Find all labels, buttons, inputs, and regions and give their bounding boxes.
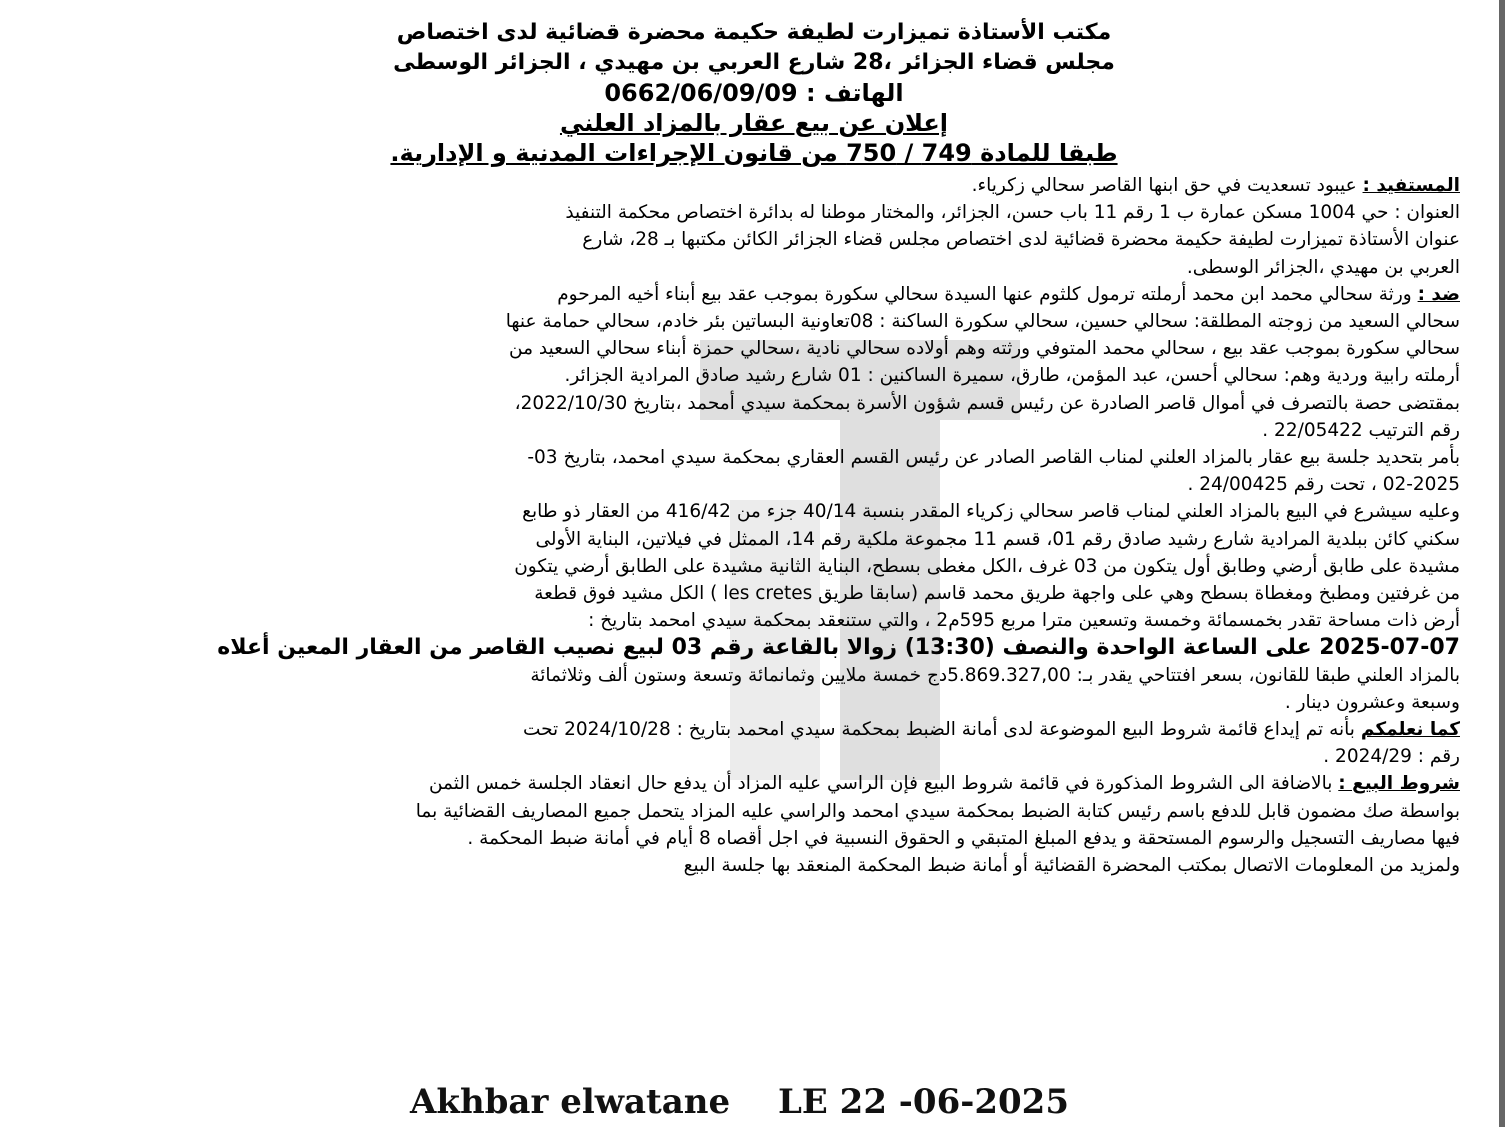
sale-line-4: من غرفتين ومطبخ ومغطاة بسطح وهي على واجهة طريق محمد قاسم (سابقا طريق les cretes ) الكل مشيد فوق قطعة: [534, 583, 1460, 605]
address-line: [48, 199, 1460, 226]
legal-notice: [48, 18, 1460, 1090]
against-line-4: أرملته رابية وردية وهم: سحالي أحسن، عبد المؤمن، طارق، سميرة الساكنين : 01 شارع رشيد صادق المرادية الجزائر.: [564, 365, 1460, 387]
against-line-1: ضد : ورثة سحالي محمد ابن محمد أرملته ترمول كلثوم عنها السيدة سحالي سكورة بموجب عقد بيع أبناء أخيه المرحوم: [557, 283, 1460, 305]
sale-line-1: وعليه سيشرع في البيع بالمزاد العلني لمناب قاصر سحالي زكرياء المقدر بنسبة 40/14 جزء من 416/42 من العقار ذو طابع: [522, 501, 1460, 523]
beneficiary-label: المستفيد :: [1362, 175, 1460, 196]
against-label: ضد :: [1417, 283, 1460, 305]
price-line-1: بالمزاد العلني طبقا للقانون، بسعر افتتاحي يقدر بـ: 5.869.327,00دج خمسة ملايين وثمانمائة وتسعة وستون ألف وثلاثمائة: [530, 664, 1460, 686]
address-value: حي 1004 مسكن عمارة ب 1 رقم 11 باب حسن، الجزائر، والمختار موطنا له بدائرة اختصاص محكمة التنفيذ: [565, 202, 1389, 224]
beneficiary-line: [48, 172, 1460, 199]
office-address: مجلس قضاء الجزائر ،28 شارع العربي بن مهيدي ، الجزائر الوسطى: [393, 50, 1115, 75]
address-label: العنوان :: [1394, 202, 1460, 224]
deposit-label: كما نعلمكم: [1360, 719, 1460, 741]
notice-title: إعلان عن بيع عقار بالمزاد العلني: [559, 109, 949, 137]
deposit-line-1: كما نعلمكم بأنه تم إيداع قائمة شروط البيع الموضوعة لدى أمانة الضبط بمحكمة سيدي امحمد بتاريخ : 2024/10/28 تحت: [522, 719, 1460, 741]
office-name: مكتب الأستاذة تميزارت لطيفة حكيمة محضرة قضائية لدى اختصاص: [396, 20, 1112, 45]
notice-header: [48, 18, 1460, 168]
terms-line-3: فيها مصاريف التسجيل والرسوم المستحقة و يدفع المبلغ المتبقي و الحقوق النسبية في اجل أقصاه 8 أيام في أمانة ضبط المحكمة .: [467, 827, 1460, 849]
order-line-3: بأمر بتحديد جلسة بيع عقار بالمزاد العلني لمناب القاصر الصادر عن رئيس القسم العقاري بمحكمة سيدي امحمد، بتاريخ 03-: [527, 447, 1460, 469]
office-phone: الهاتف : 0662/06/09/09: [604, 79, 904, 107]
legal-basis: طبقا للمادة 749 / 750 من قانون الإجراءات المدنية و الإدارية.: [390, 139, 1118, 167]
office-line-2: العربي بن مهيدي ،الجزائر الوسطى.: [1186, 256, 1460, 278]
sale-line-3: مشيدة على طابق أرضي وطابق أول يتكون من 03 غرف ،الكل مغطى بسطح، البناية الثانية مشيدة على الطابق أرضي يتكون: [514, 555, 1460, 577]
session-line: 2025-07-07 على الساعة الواحدة والنصف (13:30) زوالا بالقاعة رقم 03 لبيع نصيب القاصر من العقار المعين أعلاه: [217, 635, 1460, 661]
publication-date: LE 22 -06-2025: [778, 1082, 1069, 1122]
scan-edge: [1499, 0, 1505, 1127]
order-line-2: رقم الترتيب 22/05422 .: [1262, 419, 1460, 441]
beneficiary-value: عيبود تسعديت في حق ابنها القاصر سحالي زكرياء.: [971, 175, 1357, 196]
deposit-line-2: رقم : 2024/29 .: [1323, 746, 1460, 768]
sale-line-5: أرض ذات مساحة تقدر بخمسمائة وخمسة وتسعين مترا مربع 595م2 ، والتي ستنعقد بمحكمة سيدي امحمد بتاريخ :: [588, 610, 1460, 632]
office-line-1: عنوان الأستاذة تميزارت لطيفة حكيمة محضرة قضائية لدى اختصاص مجلس قضاء الجزائر الكائن مكتبها بـ 28، شارع: [582, 229, 1460, 251]
newspaper-name: Akhbar elwatane: [410, 1082, 731, 1122]
against-line-3: سحالي سكورة بموجب عقد بيع ، سحالي محمد المتوفي ورثته وهم أولاده سحالي نادية ،سحالي حمزة أبناء سحالي السعيد من: [509, 338, 1460, 360]
notice-body: [48, 172, 1460, 879]
terms-line-1: شروط البيع : بالاضافة الى الشروط المذكورة في قائمة شروط البيع فإن الراسي عليه المزاد أن يدفع حال انعقاد الجلسة خمس الثمن: [428, 773, 1460, 795]
sale-line-2: سكني كائن ببلدية المرادية شارع رشيد صادق رقم 01، قسم 11 مجموعة ملكية رقم 14، الممثل في فيلاتين، البناية الأولى: [535, 528, 1460, 550]
terms-label: شروط البيع :: [1338, 773, 1460, 795]
against-line-2: سحالي السعيد من زوجته المطلقة: سحالي حسين، سحالي سكورة الساكنة : 08تعاونية البساتين بئر خادم، سحالي حمامة عنها: [505, 311, 1460, 333]
terms-line-2: بواسطة صك مضمون قابل للدفع باسم رئيس كتابة الضبط بمحكمة سيدي امحمد والراسي عليه المزاد يتحمل جميع المصاريف القضائية بما: [415, 800, 1460, 822]
order-line-4: 02-2025 ، تحت رقم 24/00425 .: [1187, 474, 1460, 496]
newspaper-footer: [0, 1082, 1505, 1126]
contact-line: ولمزيد من المعلومات الاتصال بمكتب المحضرة القضائية أو أمانة ضبط المحكمة المنعقد بها جلسة البيع: [683, 855, 1460, 877]
price-line-2: وسبعة وعشرون دينار .: [1284, 691, 1460, 713]
order-line-1: بمقتضى حصة بالتصرف في أموال قاصر الصادرة عن رئيس قسم شؤون الأسرة بمحكمة سيدي أمحمد ،بتاريخ 2022/10/30،: [514, 392, 1460, 414]
